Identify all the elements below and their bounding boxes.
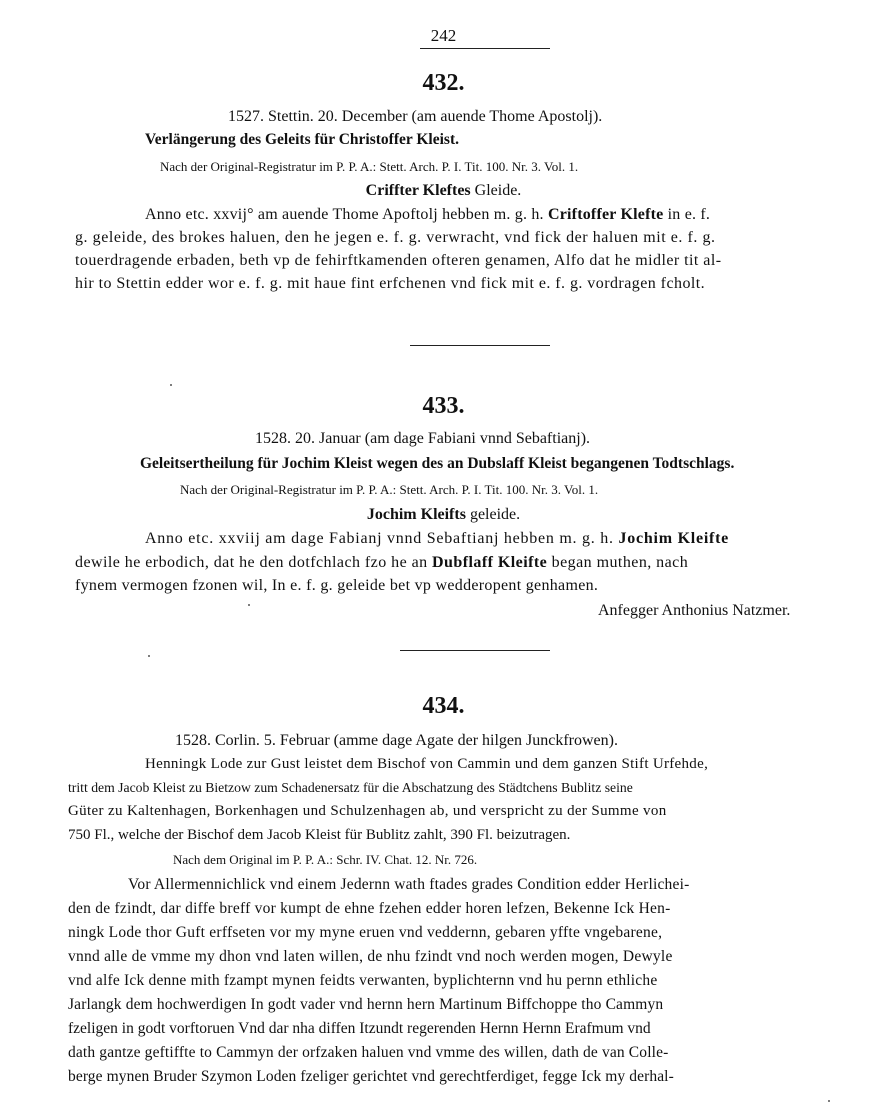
entry-regest: Verlängerung des Geleits für Christoffer Kleist. [145,131,459,148]
text-line: berge mynen Bruder Szymon Loden fzeliger gerichtet vnd gerechtferdiget, fegge Ick my derhal- [68,1068,674,1085]
entry-dateline: 1527. Stettin. 20. December (am auende Thome Apostolj). [228,108,603,125]
section-divider [400,650,550,651]
text-line: dath gantze geftiffte to Cammyn der orfzaken haluen vnd vmme des willen, dath de van Colle- [68,1044,669,1061]
entry-number: 434. [422,693,465,719]
entry-dateline: 1528. Corlin. 5. Februar (amme dage Agate der hilgen Junckfrowen). [175,732,618,749]
text-line: hir to Stettin edder wor e. f. g. mit haue fint erfchenen vnd fick mit e. f. g. vordragen fcholt. [75,275,706,292]
text-line: fynem vermogen fzonen wil, In e. f. g. geleide bet vp wedderopent genhamen. [75,577,599,594]
name-bold: Dubflaff Kleifte [432,554,548,571]
entry-heading [0,182,887,200]
entry-regest-line: Güter zu Kaltenhagen, Borkenhagen und Schulzenhagen ab, und verspricht zu der Summe von [68,803,667,819]
entry-heading [0,506,887,524]
text-line: dewile he erbodich, dat he den dotfchlach fzo he an Dubflaff Kleifte began muthen, nach [75,554,689,571]
text-line: vnd alfe Ick denne mith fzampt mynen feidts verwanten, byplichternn vnd hu pernn ethliche [68,972,658,989]
heading-rest: Gleide. [470,182,522,199]
text-line: den de fzindt, dar diffe breff vor kumpt de ehne fzehen edder horen lefzen, Bekenne Ick Hen- [68,900,671,917]
print-speck [148,655,150,657]
text-line: Vor Allermennichlick vnd einem Jedernn wath ftades grades Condition edder Herlichei- [128,876,690,893]
entry-number: 433. [422,393,465,419]
entry-source: Nach der Original-Registratur im P. P. A.: Stett. Arch. P. I. Tit. 100. Nr. 3. Vol. 1. [180,482,599,497]
heading-rest: geleide. [465,506,521,523]
entry-regest: Geleitsertheilung für Jochim Kleist wegen des an Dubslaff Kleist begangenen Todtschlags. [140,455,735,472]
page-number: 242 [430,26,457,45]
entry-source: Nach dem Original im P. P. A.: Schr. IV. Chat. 12. Nr. 726. [173,852,478,867]
entry-dateline: 1528. 20. Januar (am dage Fabiani vnnd Sebaftianj). [255,430,591,447]
print-speck [170,384,172,386]
print-speck [248,604,250,606]
text-line: Anno etc. xxvij° am auende Thome Apoftolj hebben m. g. h. Criftoffer Klefte in e. f. [145,206,711,223]
header-rule [420,48,550,49]
signature: Anfegger Anthonius Natzmer. [598,602,791,619]
text-line: Anno etc. xxviij am dage Fabianj vnnd Sebaftianj hebben m. g. h. Jochim Kleifte [145,530,730,547]
section-divider [410,345,550,346]
text-line: ningk Lode thor Guft erffseten vor my myne eruen vnd veddernn, gebaren yffte vngebarene, [68,924,663,941]
heading-name: Criffter Kleftes [365,182,471,199]
entry-source: Nach der Original-Registratur im P. P. A.: Stett. Arch. P. I. Tit. 100. Nr. 3. Vol. 1. [160,159,579,174]
text-line: vnnd alle de vmme my dhon vnd laten willen, de nhu fzindt vnd noch werden mogen, Dewyle [68,948,673,965]
text-line: g. geleide, des brokes haluen, den he jegen e. f. g. verwracht, vnd fick der haluen mit e. f. g. [75,229,716,246]
text-line: fzeligen in godt vorftoruen Vnd dar nha diffen Itzundt regerenden Hernn Hernn Erafmum vnd [68,1020,651,1037]
heading-name: Jochim Kleifts [366,506,466,523]
entry-number: 432. [422,70,465,96]
name-bold: Jochim Kleifte [618,530,730,547]
print-speck [828,1100,830,1102]
entry-regest-line: 750 Fl., welche der Bischof dem Jacob Kleist für Bublitz zahlt, 390 Fl. beizutragen. [68,827,571,843]
entry-regest-line: tritt dem Jacob Kleist zu Bietzow zum Schadenersatz für die Abschatzung des Städtchens Bublitz seine [68,780,633,795]
text-line: Jarlangk dem hochwerdigen In godt vader vnd hernn hern Martinum Biffchoppe tho Cammyn [68,996,664,1013]
name-bold: Criftoffer Klefte [547,206,664,223]
entry-regest-line: Henningk Lode zur Gust leistet dem Bischof von Cammin und dem ganzen Stift Urfehde, [145,756,709,772]
text-line: touerdragende erbaden, beth vp de fehirftkamenden ofteren genamen, Alfo dat he midler tit al- [75,252,722,269]
